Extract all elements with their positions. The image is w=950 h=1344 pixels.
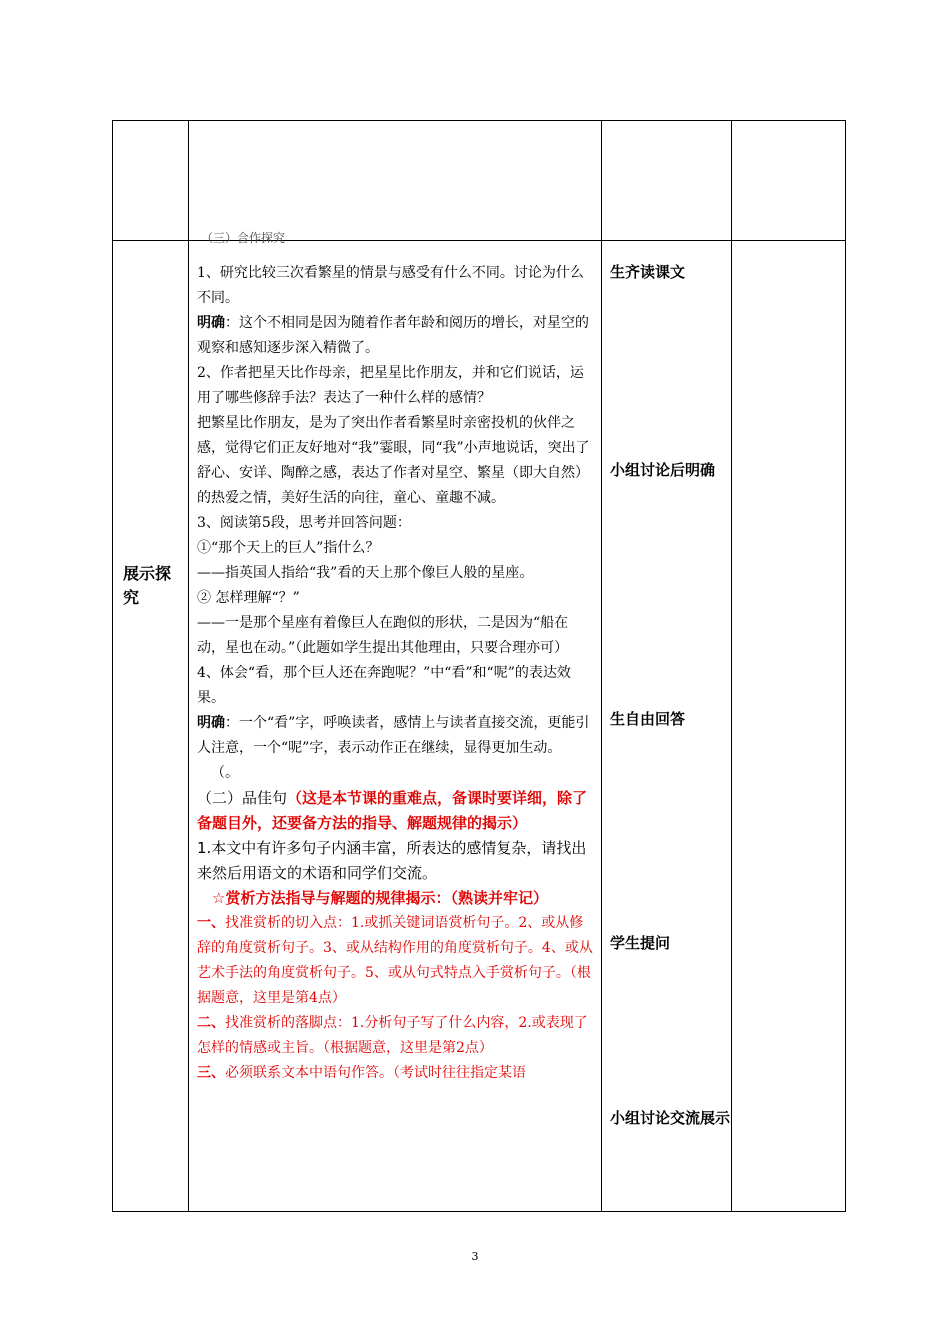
lesson-content — [197, 261, 595, 1086]
section-2-question: 1.本文中有许多句子内涵丰富，所表达的感情复杂，请找出来然后用语文的术语和同学们交流。 — [197, 839, 587, 882]
stray-text: （。 — [211, 765, 239, 781]
answer-2: 把繁星比作朋友，是为了突出作者看繁星时亲密投机的伙伴之感，觉得它们正友好地对“我”霎眼，同“我”小声地说话，突出了舒心、安详、陶醉之感，表达了作者对星空、繁星（即大自然）的热爱之情，美好生活的向往，童心、童趣不减。 — [197, 415, 590, 506]
method-heading: ☆赏析方法指导与解题的规律揭示：（熟读并牢记） — [212, 889, 548, 907]
column-divider — [601, 121, 602, 1211]
section-label: 展示探究 — [123, 564, 172, 607]
note-3: 生自由回答 — [610, 710, 686, 728]
question-4: 4、体会“看，那个巨人还在奔跑呢？”中“看”和“呢”的表达效果。 — [197, 665, 571, 706]
answer-text: ：这个不相同是因为随着作者年龄和阅历的增长，对星空的观察和感知逐步深入精微了。 — [197, 315, 589, 356]
lesson-table — [112, 120, 846, 1212]
method-1-number: 一、 — [197, 915, 225, 931]
method-3 — [197, 1061, 595, 1086]
question-3-2: ② 怎样理解“？” — [197, 590, 300, 606]
small-heading: （三）合作探究 — [201, 231, 286, 245]
method-2-text: 找准赏析的落脚点：1.分析句子写了什么内容，2.或表现了怎样的情感或主旨。（根据题意，这里是第2点） — [197, 1015, 588, 1056]
section-2-note: （这是本节课的重难点，备课时要详细，除了备题目外，还要备方法的指导、解题规律的揭示） — [197, 789, 588, 832]
question-3: 3、阅读第5段，思考并回答问题： — [197, 515, 411, 531]
answer-3-1: ——指英国人指给“我”看的天上那个像巨人般的星座。 — [197, 565, 534, 581]
note-4: 学生提问 — [610, 934, 671, 952]
answer-label: 明确 — [197, 715, 225, 731]
answer-text: ：一个“看”字，呼唤读者，感情上与读者直接交流，更能引人注意，一个“呢”字，表示动作正在继续，显得更加生动。 — [197, 715, 590, 756]
answer-3-2: ——一是那个星座有着像巨人在跑似的形状，二是因为“船在动，星也在动。”（此题如学生提出其他理由，只要合理亦可） — [197, 615, 569, 656]
section-2-heading — [197, 786, 595, 836]
question-1: 1、研究比较三次看繁星的情景与感受有什么不同。讨论为什么不同。 — [197, 265, 584, 306]
section-2-title: （二）品佳句 — [197, 789, 288, 807]
method-1-text: 找准赏析的切入点：1.或抓关键词语赏析句子。2、或从修辞的角度赏析句子。3、或从结构作用的角度赏析句子。4、或从艺术手法的角度赏析句子。5、或从句式特点入手赏析句子。（根据题意，这里是第4点） — [197, 915, 593, 1006]
answer-4 — [197, 711, 595, 761]
column-divider — [731, 121, 732, 1211]
note-2: 小组讨论后明确 — [610, 461, 716, 479]
method-2-number: 二、 — [197, 1015, 225, 1031]
answer-1 — [197, 311, 595, 361]
column-divider — [188, 121, 189, 1211]
answer-label: 明确 — [197, 315, 225, 331]
method-2 — [197, 1011, 595, 1061]
method-1 — [197, 911, 595, 1011]
question-3-1: ①“那个天上的巨人”指什么？ — [197, 540, 380, 556]
method-3-text: 必须联系文本中语句作答。（考试时往往指定某语 — [225, 1065, 526, 1081]
note-5: 小组讨论交流展示 — [610, 1109, 731, 1127]
page-number: 3 — [471, 1250, 479, 1263]
method-3-number: 三、 — [197, 1065, 225, 1081]
question-2: 2、作者把星天比作母亲，把星星比作朋友，并和它们说话，运用了哪些修辞手法？表达了一种什么样的感情？ — [197, 365, 584, 406]
note-1: 生齐读课文 — [610, 263, 686, 281]
